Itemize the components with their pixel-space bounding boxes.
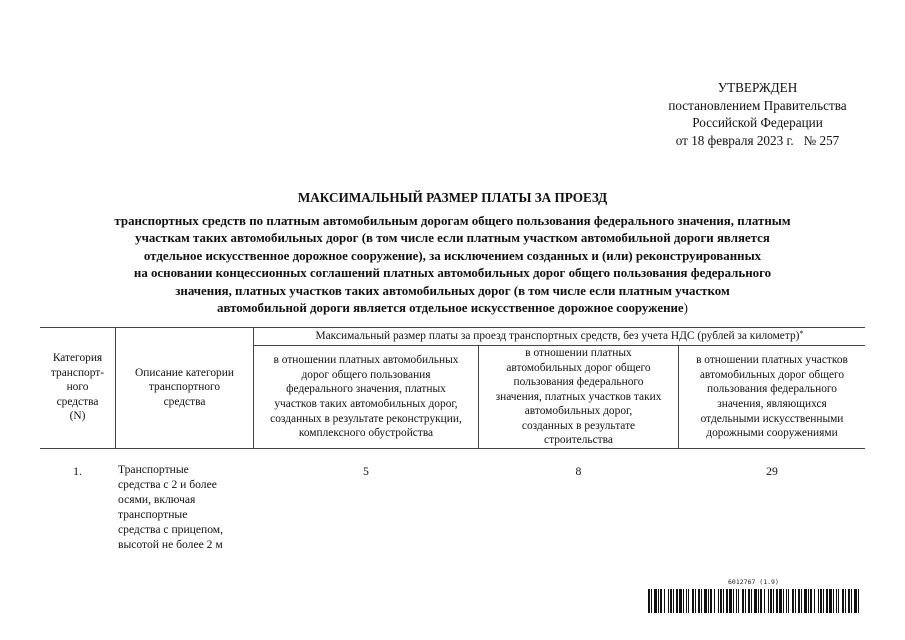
subtitle-line: значения, платных участков таких автомобильных дорог (в том числе если платным участком	[175, 283, 730, 298]
subtitle-line: на основании концессионных соглашений платных автомобильных дорог общего пользования федерального	[133, 266, 772, 281]
barcode-bar	[814, 589, 815, 613]
document-title: МАКСИМАЛЬНЫЙ РАЗМЕР ПЛАТЫ ЗА ПРОЕЗД	[297, 190, 608, 205]
barcode-image	[648, 589, 860, 613]
subtitle-line	[40, 300, 865, 317]
barcode-bar	[708, 589, 709, 613]
header-constructed-roads: в отношении платных автомобильных дорог общего пользования федерального значения, платных участков таких автомобильных дорог, созданных в результате строительства	[495, 346, 662, 447]
row-category: 1.	[73, 464, 82, 478]
barcode-bar	[786, 589, 787, 613]
row-value-structures: 29	[766, 464, 778, 478]
barcode-bar	[668, 589, 669, 613]
approval-line: Российской Федерации	[692, 115, 823, 130]
barcode-bar	[698, 589, 700, 613]
document-subtitle	[40, 213, 865, 317]
barcode-bar	[833, 589, 834, 613]
barcode-bar	[851, 589, 852, 613]
barcode-bar	[764, 589, 765, 613]
barcode-bar	[692, 589, 694, 613]
barcode-bar	[738, 589, 739, 613]
barcode-bar	[733, 589, 734, 613]
subtitle-line: отдельное искусственное дорожное сооружение), за исключением созданных и (или) реконструированных	[143, 248, 762, 263]
barcode-bar	[658, 589, 659, 613]
barcode-bar	[654, 589, 657, 613]
barcode-bar	[826, 589, 828, 613]
barcode-bar	[858, 589, 859, 613]
subtitle-last-tail: )	[683, 301, 688, 316]
barcode-number: 6012767 (1.9)	[728, 578, 779, 586]
barcode-bar	[838, 589, 839, 613]
barcode-bar	[688, 589, 689, 613]
subtitle-last-bold: автомобильной дороги является отдельное искусственное дорожное сооружение	[217, 301, 684, 316]
header-reconstructed-roads: в отношении платных автомобильных дорог общего пользования федерального значения, платных участков таких автомобильных дорог, созданных в результате реконструкции, комплексного обустройства	[270, 354, 462, 440]
header-group-max-fee: Максимальный размер платы за проезд транспортных средств, без учета НДС (рублей за километр) *	[315, 329, 804, 342]
barcode-bar	[842, 589, 844, 613]
barcode-bar	[726, 589, 728, 613]
barcode-bar	[818, 589, 819, 613]
barcode-bar	[723, 589, 724, 613]
barcode-bar	[701, 589, 702, 613]
barcode-bar	[823, 589, 824, 613]
barcode-bar	[651, 589, 652, 613]
barcode-bar	[773, 589, 774, 613]
barcode-bar	[742, 589, 744, 613]
footnote-mark: *	[799, 329, 804, 338]
barcode-bar	[660, 589, 662, 613]
barcode-bar	[673, 589, 674, 613]
barcode-bar	[736, 589, 737, 613]
barcode-bar	[686, 589, 687, 613]
barcode-bar	[683, 589, 684, 613]
barcode-bar	[808, 589, 809, 613]
barcode-bar	[758, 589, 759, 613]
barcode-bar	[648, 589, 650, 613]
barcode-bar	[776, 589, 778, 613]
row-value-constructed: 8	[575, 464, 582, 478]
barcode-bar	[695, 589, 696, 613]
barcode-bar	[836, 589, 837, 613]
barcode-bar	[748, 589, 750, 613]
row-value-reconstructed: 5	[363, 464, 369, 478]
barcode-bar	[829, 589, 832, 613]
barcode-bar	[845, 589, 846, 613]
barcode-bar	[792, 589, 794, 613]
barcode-bar	[710, 589, 712, 613]
subtitle-line: транспортных средств по платным автомобильным дорогам общего пользования федерального значения, платным	[114, 214, 791, 228]
barcode-bar	[679, 589, 682, 613]
barcode-bar	[770, 589, 772, 613]
barcode-bar	[745, 589, 746, 613]
fee-table	[0, 327, 905, 557]
barcode-bar	[751, 589, 752, 613]
barcode-bar	[704, 589, 707, 613]
row-description: Транспортные средства с 2 и более осями, включая транспортные средства с прицепом, высотой не более 2 м	[118, 463, 224, 551]
barcode-bar	[664, 589, 665, 613]
table-header-bottom-border	[40, 448, 865, 449]
header-description: Описание категории транспортного средства	[135, 366, 234, 408]
header-category: Категория транспорт- ного средства (N)	[50, 352, 105, 423]
barcode-bar	[714, 589, 715, 613]
barcode-bar	[729, 589, 732, 613]
approval-date: от 18 февраля 2023 г. № 257	[675, 132, 840, 148]
barcode-bar	[720, 589, 722, 613]
header-artificial-structures: в отношении платных участков автомобильных дорог общего пользования федерального значения, являющихся отдельными искусственными дорожными сооружениями	[696, 354, 848, 440]
approval-line: постановлением Правительства	[668, 97, 847, 113]
barcode-bar	[801, 589, 802, 613]
barcode-bar	[768, 589, 769, 613]
approval-block	[615, 79, 900, 149]
barcode-bar	[779, 589, 782, 613]
barcode-bar	[798, 589, 800, 613]
subtitle-line: участкам таких автомобильных дорог (в том числе если платным участком автомобильной дороги является	[135, 231, 770, 246]
barcode-bar	[854, 589, 857, 613]
barcode-bar	[783, 589, 784, 613]
barcode-bar	[670, 589, 672, 613]
barcode-bar	[795, 589, 796, 613]
barcode-bar	[820, 589, 822, 613]
barcode-bar	[676, 589, 678, 613]
barcode-bar	[804, 589, 807, 613]
barcode-bar	[848, 589, 850, 613]
barcode-bar	[788, 589, 789, 613]
barcode-bar	[760, 589, 762, 613]
approval-title: УТВЕРЖДЕН	[717, 80, 798, 95]
barcode-bar	[754, 589, 757, 613]
barcode-bar	[810, 589, 812, 613]
barcode-bar	[718, 589, 719, 613]
